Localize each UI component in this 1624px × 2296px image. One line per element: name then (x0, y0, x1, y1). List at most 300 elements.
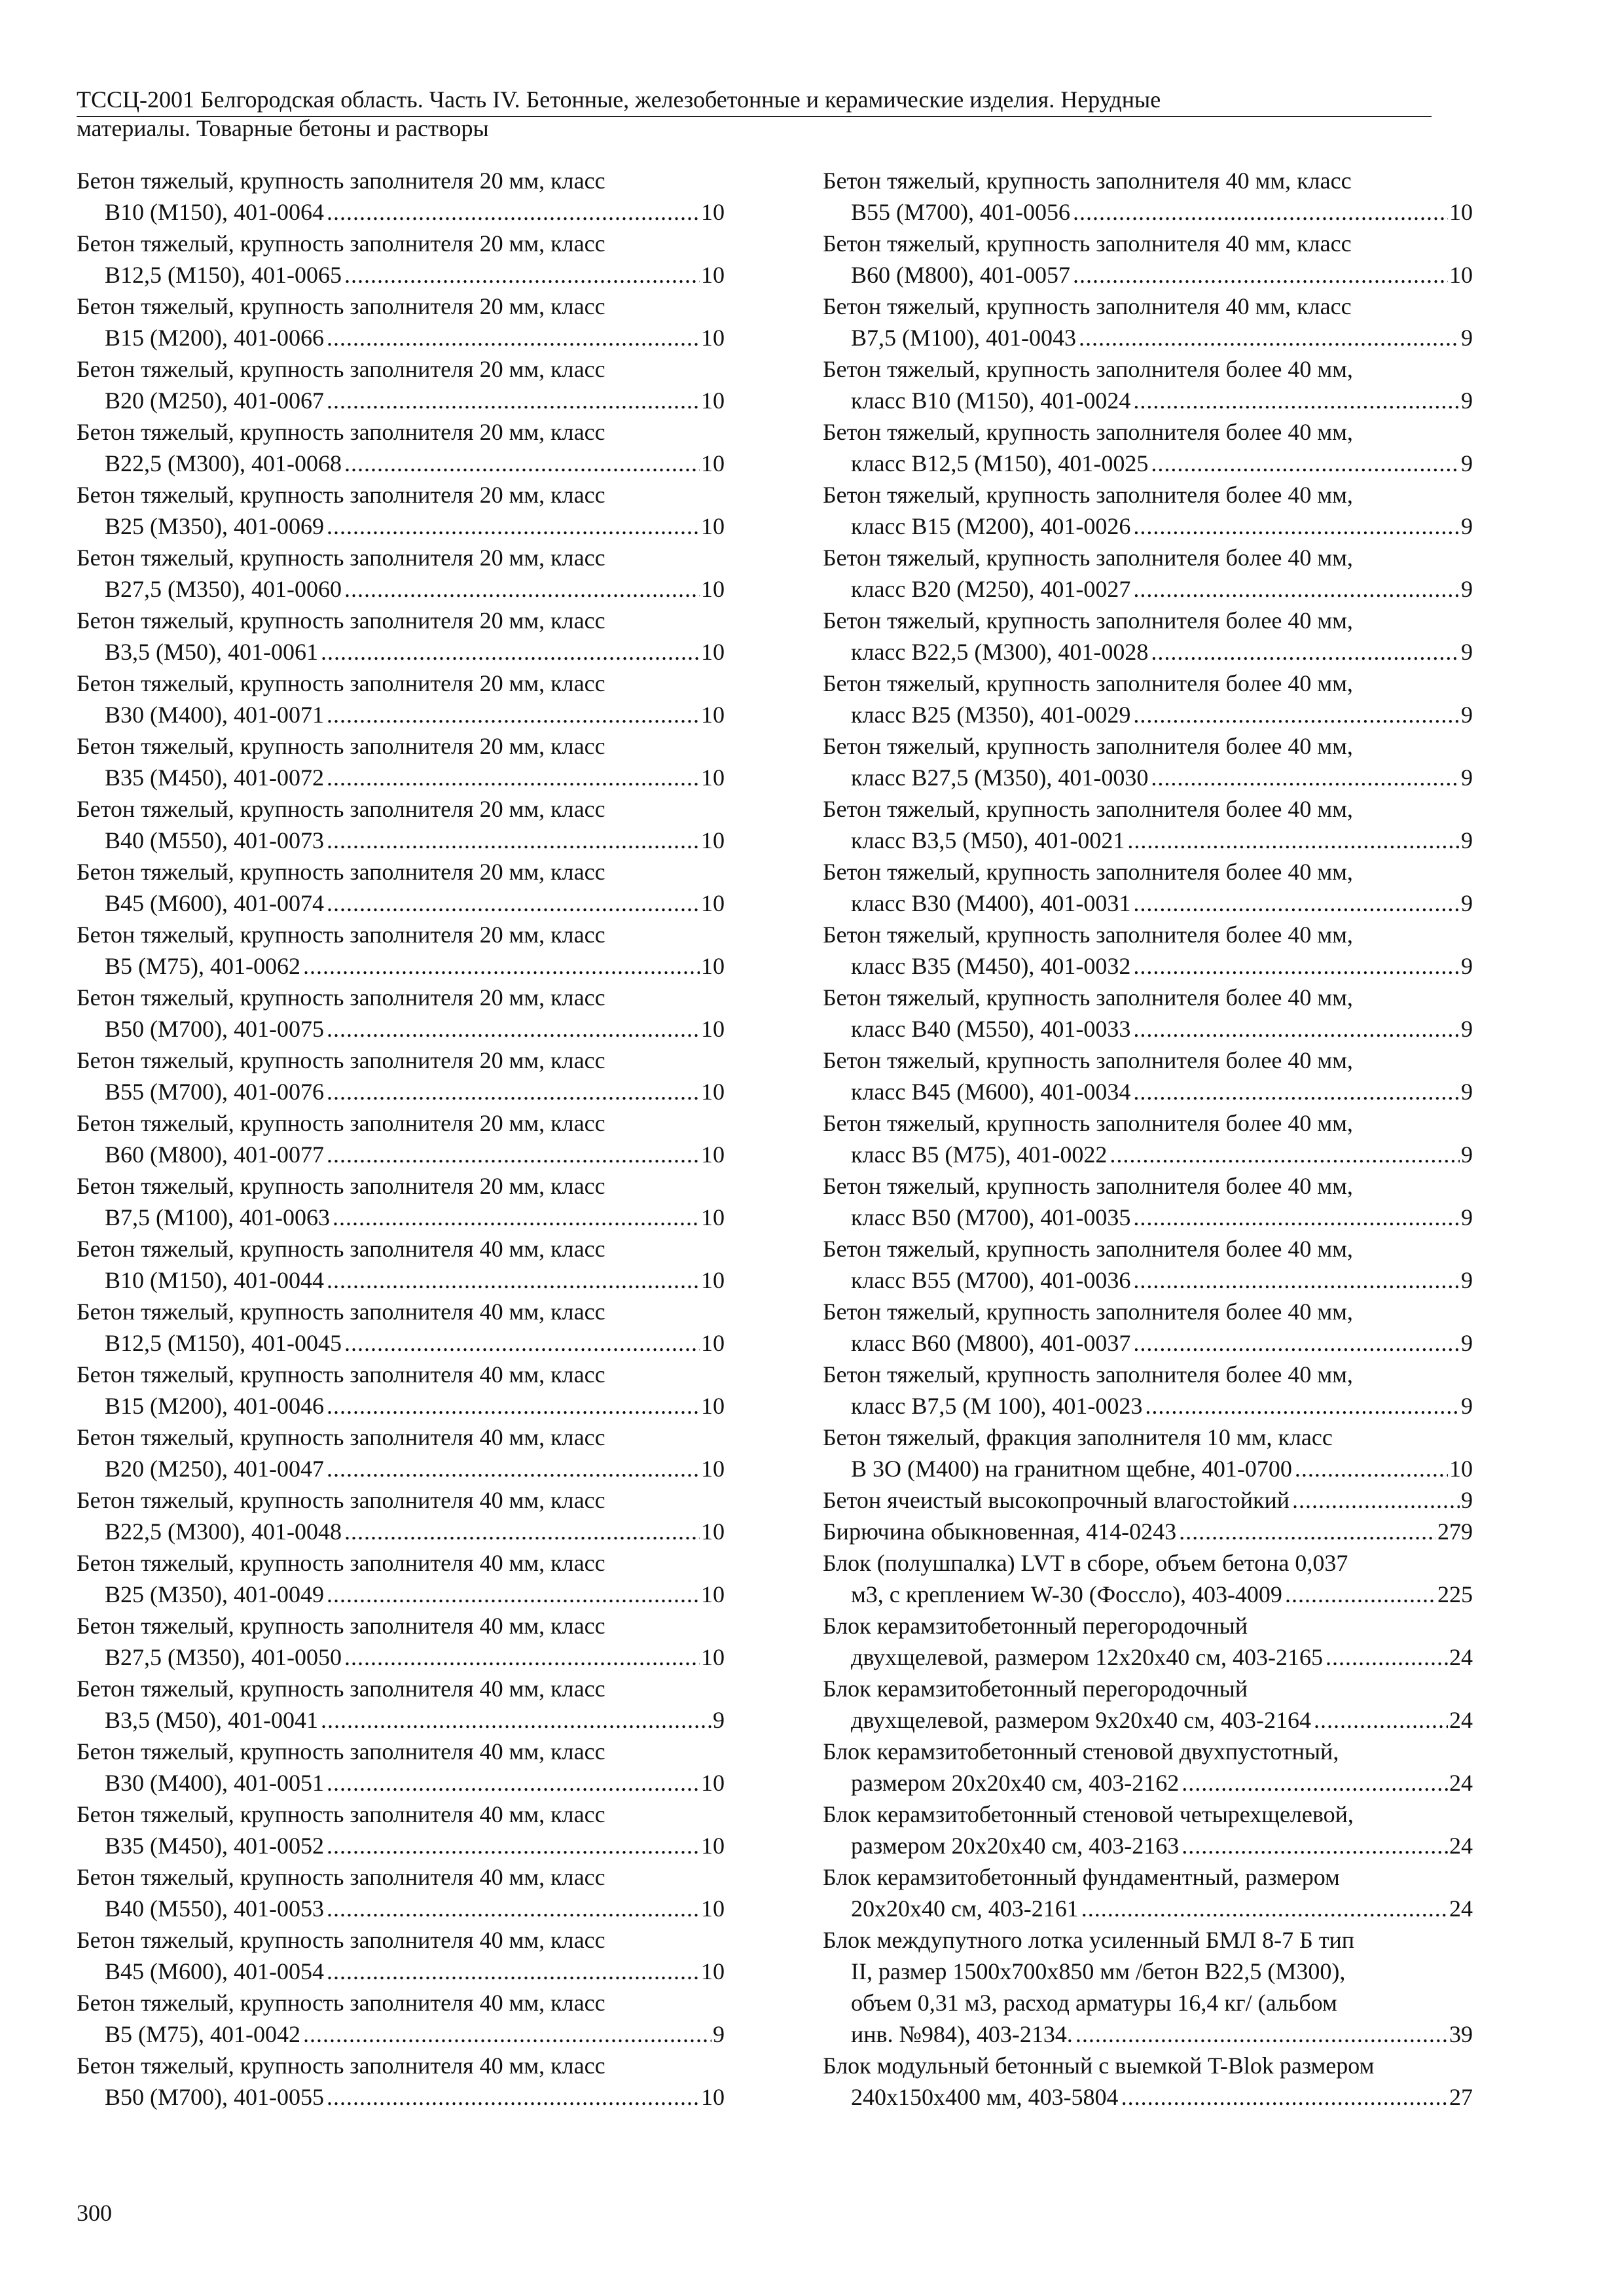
entry-title: Бетон тяжелый, крупность заполнителя более 40 мм, (823, 1236, 1353, 1262)
entry-detail: В5 (М75), 401-0042 (105, 2021, 300, 2047)
index-entry (823, 291, 1473, 353)
dot-leader (344, 573, 700, 605)
entry-detail: класс В60 (М800), 401-0037 (851, 1330, 1131, 1356)
entry-detail: В30 (М400), 401-0071 (105, 702, 324, 728)
entry-page-ref: 10 (701, 262, 725, 288)
dot-leader (1326, 1641, 1448, 1673)
entry-title: Бетон тяжелый, крупность заполнителя более 40 мм, (823, 1361, 1353, 1388)
index-entry (823, 1924, 1473, 2050)
index-entry (823, 856, 1473, 919)
entry-page-ref: 10 (701, 1141, 725, 1168)
entry-page-ref: 9 (1461, 1330, 1473, 1356)
dot-leader (344, 259, 700, 291)
dot-leader (1151, 636, 1460, 668)
entry-detail: класс В15 (М200), 401-0026 (851, 513, 1131, 539)
entry-detail: инв. №984), 403-2134. (851, 2021, 1073, 2047)
entry-page-ref: 225 (1437, 1581, 1473, 1607)
entry-detail: класс В50 (М700), 401-0035 (851, 1204, 1131, 1230)
dot-leader (1133, 1202, 1460, 1233)
index-column-left (77, 165, 725, 2113)
dot-leader (1292, 1484, 1460, 1516)
entry-page-ref: 10 (1449, 1456, 1473, 1482)
entry-detail: В55 (М700), 401-0076 (105, 1079, 324, 1105)
entry-page-ref: 10 (701, 1581, 725, 1607)
entry-title: Бетон тяжелый, крупность заполнителя более 40 мм, (823, 1173, 1353, 1199)
index-entry (823, 479, 1473, 542)
entry-detail: размером 20х20х40 см, 403-2162 (851, 1770, 1180, 1796)
dot-leader (327, 511, 700, 542)
entry-detail: класс В35 (М450), 401-0032 (851, 953, 1131, 979)
index-entry (77, 856, 725, 919)
entry-detail: В45 (М600), 401-0054 (105, 1958, 324, 1984)
entry-page-ref: 10 (701, 1079, 725, 1105)
dot-leader (327, 1139, 700, 1170)
entry-page-ref: 9 (1461, 1204, 1473, 1230)
entry-title: Бетон тяжелый, крупность заполнителя более 40 мм, (823, 607, 1353, 634)
entry-detail: В3,5 (М50), 401-0061 (105, 639, 318, 665)
index-entry (823, 1861, 1473, 1924)
entry-page-ref: 10 (1449, 199, 1473, 225)
entry-title: Бетон тяжелый, крупность заполнителя 20 мм, класс (77, 419, 605, 445)
entry-page-ref: 10 (701, 1204, 725, 1230)
index-entry (77, 1422, 725, 1484)
dot-leader (303, 2018, 712, 2050)
entry-detail: В20 (М250), 401-0047 (105, 1456, 324, 1482)
index-entry (823, 1296, 1473, 1359)
entry-page-ref: 9 (1461, 764, 1473, 791)
entry-detail: класс В5 (М75), 401-0022 (851, 1141, 1108, 1168)
dot-leader (327, 1767, 700, 1799)
dot-leader (327, 1579, 700, 1610)
dot-leader (1182, 1767, 1448, 1799)
dot-leader (1121, 2081, 1448, 2113)
dot-leader (1075, 2018, 1448, 2050)
entry-detail: размером 20х20х40 см, 403-2163 (851, 1833, 1180, 1859)
entry-continuation: объем 0,31 м3, расход арматуры 16,4 кг/ (альбом (851, 1990, 1337, 2016)
entry-page-ref: 10 (701, 513, 725, 539)
entry-page-ref: 10 (1449, 262, 1473, 288)
dot-leader (1145, 1390, 1460, 1422)
index-entry (823, 1673, 1473, 1736)
entry-page-ref: 9 (1461, 387, 1473, 414)
entry-detail: класс В40 (М550), 401-0033 (851, 1016, 1131, 1042)
entry-title: Бетон тяжелый, крупность заполнителя более 40 мм, (823, 356, 1353, 382)
entry-detail: В20 (М250), 401-0067 (105, 387, 324, 414)
entry-page-ref: 10 (701, 1016, 725, 1042)
dot-leader (1133, 888, 1460, 919)
index-entry (823, 2050, 1473, 2113)
dot-leader (327, 762, 700, 793)
entry-page-ref: 9 (1461, 1267, 1473, 1293)
entry-title: Бетон тяжелый, крупность заполнителя более 40 мм, (823, 419, 1353, 445)
dot-leader (327, 888, 700, 919)
entry-page-ref: 10 (701, 827, 725, 853)
index-entry (77, 2050, 725, 2113)
index-entry (77, 1107, 725, 1170)
entry-title: Бетон тяжелый, крупность заполнителя 40 мм, класс (77, 1361, 605, 1388)
index-entry (77, 982, 725, 1045)
entry-title: Бетон тяжелый, крупность заполнителя 40 мм, класс (77, 1676, 605, 1702)
index-entry (77, 1170, 725, 1233)
index-entry (77, 1045, 725, 1107)
entry-page-ref: 10 (701, 450, 725, 476)
entry-detail: В45 (М600), 401-0074 (105, 890, 324, 916)
entry-detail: В35 (М450), 401-0052 (105, 1833, 324, 1859)
entry-detail: Бетон ячеистый высокопрочный влагостойкий (823, 1487, 1290, 1513)
index-entry (77, 1736, 725, 1799)
entry-page-ref: 10 (701, 1644, 725, 1670)
entry-page-ref: 10 (701, 639, 725, 665)
entry-title: Бетон тяжелый, крупность заполнителя 40 мм, класс (77, 1801, 605, 1827)
entry-detail: В12,5 (М150), 401-0045 (105, 1330, 342, 1356)
entry-title: Бетон тяжелый, крупность заполнителя более 40 мм, (823, 984, 1353, 1011)
index-column-right (823, 165, 1473, 2113)
entry-title: Бетон тяжелый, крупность заполнителя более 40 мм, (823, 733, 1353, 759)
entry-detail: двухщелевой, размером 12х20х40 см, 403-2165 (851, 1644, 1324, 1670)
dot-leader (303, 950, 700, 982)
entry-title: Бетон тяжелый, крупность заполнителя 40 мм, класс (77, 1864, 605, 1890)
index-entry (77, 1987, 725, 2050)
dot-leader (1151, 448, 1460, 479)
entry-title: Бетон тяжелый, фракция заполнителя 10 мм, класс (823, 1424, 1333, 1450)
index-entry (77, 1359, 725, 1422)
entry-detail: В50 (М700), 401-0055 (105, 2084, 324, 2110)
entry-detail: класс В20 (М250), 401-0027 (851, 576, 1131, 602)
entry-title: Бетон тяжелый, крупность заполнителя 40 мм, класс (77, 1927, 605, 1953)
entry-detail: класс В12,5 (М150), 401-0025 (851, 450, 1149, 476)
entry-page-ref: 10 (701, 890, 725, 916)
dot-leader (1133, 1076, 1460, 1107)
entry-page-ref: 10 (701, 1958, 725, 1984)
dot-leader (327, 1830, 700, 1861)
dot-leader (1182, 1830, 1448, 1861)
entry-page-ref: 10 (701, 576, 725, 602)
entry-detail: класс В25 (М350), 401-0029 (851, 702, 1131, 728)
dot-leader (327, 196, 700, 228)
dot-leader (327, 1390, 700, 1422)
dot-leader (1133, 1013, 1460, 1045)
entry-page-ref: 24 (1449, 1707, 1473, 1733)
entry-page-ref: 10 (701, 325, 725, 351)
index-entry (823, 1045, 1473, 1107)
index-entry (77, 668, 725, 730)
index-entry (77, 165, 725, 228)
entry-title: Бетон тяжелый, крупность заполнителя более 40 мм, (823, 545, 1353, 571)
dot-leader (327, 1893, 700, 1924)
index-entry (823, 982, 1473, 1045)
entry-page-ref: 10 (701, 1895, 725, 1922)
entry-page-ref: 10 (701, 387, 725, 414)
entry-title: Бетон тяжелый, крупность заполнителя 20 мм, класс (77, 545, 605, 571)
running-header (77, 85, 1432, 143)
dot-leader (344, 448, 700, 479)
index-entry (77, 730, 725, 793)
index-entry (823, 730, 1473, 793)
header-rule (77, 116, 1432, 117)
entry-title: Блок керамзитобетонный фундаментный, размером (823, 1864, 1340, 1890)
entry-page-ref: 10 (701, 2084, 725, 2110)
entry-detail: класс В27,5 (М350), 401-0030 (851, 764, 1149, 791)
entry-page-ref: 10 (701, 702, 725, 728)
index-entry (77, 1673, 725, 1736)
index-entry (823, 668, 1473, 730)
index-entry (823, 165, 1473, 228)
entry-detail: класс В45 (М600), 401-0034 (851, 1079, 1131, 1105)
entry-page-ref: 9 (713, 1707, 725, 1733)
entry-page-ref: 10 (701, 199, 725, 225)
dot-leader (344, 1516, 700, 1547)
dot-leader (1133, 1265, 1460, 1296)
entry-title: Бетон тяжелый, крупность заполнителя 40 мм, класс (77, 1550, 605, 1576)
entry-detail: В3,5 (М50), 401-0041 (105, 1707, 318, 1733)
entry-detail: В40 (М550), 401-0053 (105, 1895, 324, 1922)
entry-title: Бетон тяжелый, крупность заполнителя 20 мм, класс (77, 984, 605, 1011)
index-entry (823, 919, 1473, 982)
dot-leader (327, 322, 700, 353)
entry-title: Бетон тяжелый, крупность заполнителя 40 мм, класс (77, 2053, 605, 2079)
entry-detail: м3, с креплением W-30 (Фоссло), 403-4009 (851, 1581, 1282, 1607)
dot-leader (1127, 825, 1460, 856)
entry-detail: В7,5 (М100), 401-0043 (851, 325, 1076, 351)
dot-leader (1110, 1139, 1460, 1170)
entry-detail: В27,5 (М350), 401-0060 (105, 576, 342, 602)
dot-leader (327, 1956, 700, 1987)
entry-page-ref: 10 (701, 1770, 725, 1796)
dot-leader (1073, 259, 1448, 291)
dot-leader (1133, 699, 1460, 730)
entry-detail: В15 (М200), 401-0046 (105, 1393, 324, 1419)
entry-title: Блок (полушпалка) LVT в сборе, объем бетона 0,037 (823, 1550, 1348, 1576)
entry-page-ref: 9 (1461, 576, 1473, 602)
entry-page-ref: 9 (1461, 1487, 1473, 1513)
index-entry (77, 1233, 725, 1296)
entry-detail: В15 (М200), 401-0066 (105, 325, 324, 351)
entry-detail: В5 (М75), 401-0062 (105, 953, 300, 979)
entry-title: Бетон тяжелый, крупность заполнителя 40 мм, класс (823, 293, 1352, 319)
entry-detail: В60 (М800), 401-0077 (105, 1141, 324, 1168)
index-entry (823, 542, 1473, 605)
entry-title: Бетон тяжелый, крупность заполнителя 40 мм, класс (77, 1613, 605, 1639)
index-entry (77, 1296, 725, 1359)
entry-detail: В 3О (М400) на гранитном щебне, 401-0700 (851, 1456, 1292, 1482)
entry-page-ref: 9 (1461, 325, 1473, 351)
dot-leader (1079, 322, 1460, 353)
entry-title: Бетон тяжелый, крупность заполнителя 20 мм, класс (77, 482, 605, 508)
entry-title: Бетон тяжелый, крупность заполнителя более 40 мм, (823, 1299, 1353, 1325)
dot-leader (327, 2081, 700, 2113)
entry-detail: класс В55 (М700), 401-0036 (851, 1267, 1131, 1293)
entry-title: Бетон тяжелый, крупность заполнителя 20 мм, класс (77, 796, 605, 822)
dot-leader (321, 1704, 712, 1736)
index-entry (77, 1799, 725, 1861)
entry-detail: В10 (М150), 401-0044 (105, 1267, 324, 1293)
index-entry (823, 1736, 1473, 1799)
index-entry (77, 605, 725, 668)
index-entry (77, 1924, 725, 1987)
index-entry (823, 228, 1473, 291)
entry-detail: В60 (М800), 401-0057 (851, 262, 1070, 288)
index-entry (823, 1107, 1473, 1170)
dot-leader (1073, 196, 1448, 228)
dot-leader (1133, 511, 1460, 542)
entry-detail: В30 (М400), 401-0051 (105, 1770, 324, 1796)
entry-detail: В12,5 (М150), 401-0065 (105, 262, 342, 288)
entry-title: Блок модульный бетонный с выемкой T-Blok размером (823, 2053, 1375, 2079)
index-entry (77, 416, 725, 479)
entry-page-ref: 10 (701, 1393, 725, 1419)
entry-detail: В25 (М350), 401-0069 (105, 513, 324, 539)
entry-page-ref: 9 (1461, 1079, 1473, 1105)
index-entry (823, 1170, 1473, 1233)
entry-title: Бетон тяжелый, крупность заполнителя 20 мм, класс (77, 293, 605, 319)
entry-page-ref: 9 (713, 2021, 725, 2047)
header-line-1: ТССЦ-2001 Белгородская область. Часть IV. Бетонные, железобетонные и керамические изделия. Нерудные (77, 86, 1161, 113)
index-entry (77, 793, 725, 856)
dot-leader (327, 1076, 700, 1107)
entry-detail: В22,5 (М300), 401-0048 (105, 1518, 342, 1545)
entry-page-ref: 24 (1449, 1833, 1473, 1859)
dot-leader (1314, 1704, 1448, 1736)
dot-leader (327, 825, 700, 856)
entry-title: Бетон тяжелый, крупность заполнителя более 40 мм, (823, 1047, 1353, 1073)
entry-detail: В7,5 (М100), 401-0063 (105, 1204, 330, 1230)
entry-detail: двухщелевой, размером 9х20х40 см, 403-2164 (851, 1707, 1312, 1733)
entry-detail: класс В22,5 (М300), 401-0028 (851, 639, 1149, 665)
entry-detail: В25 (М350), 401-0049 (105, 1581, 324, 1607)
entry-title: Бетон тяжелый, крупность заполнителя 20 мм, класс (77, 1173, 605, 1199)
entry-title: Бетон тяжелый, крупность заполнителя 40 мм, класс (77, 1738, 605, 1765)
entry-title: Бетон тяжелый, крупность заполнителя 20 мм, класс (77, 859, 605, 885)
entry-continuation: II, размер 1500х700х850 мм /бетон В22,5 (М300), (851, 1958, 1346, 1984)
dot-leader (327, 1453, 700, 1484)
entry-detail: В40 (М550), 401-0073 (105, 827, 324, 853)
page-number: 300 (77, 2200, 112, 2226)
entry-page-ref: 24 (1449, 1895, 1473, 1922)
entry-detail: В50 (М700), 401-0075 (105, 1016, 324, 1042)
index-entry (823, 416, 1473, 479)
index-entry (823, 605, 1473, 668)
dot-leader (1295, 1453, 1448, 1484)
entry-page-ref: 9 (1461, 639, 1473, 665)
entry-title: Бетон тяжелый, крупность заполнителя более 40 мм, (823, 922, 1353, 948)
entry-detail: В22,5 (М300), 401-0068 (105, 450, 342, 476)
index-entry (823, 793, 1473, 856)
entry-detail: класс В30 (М400), 401-0031 (851, 890, 1131, 916)
dot-leader (344, 1641, 700, 1673)
dot-leader (1133, 573, 1460, 605)
index-entry (77, 1547, 725, 1610)
entry-page-ref: 9 (1461, 702, 1473, 728)
entry-title: Бетон тяжелый, крупность заполнителя 40 мм, класс (77, 1236, 605, 1262)
dot-leader (327, 1265, 700, 1296)
entry-page-ref: 10 (701, 1456, 725, 1482)
entry-title: Бетон тяжелый, крупность заполнителя 20 мм, класс (77, 230, 605, 257)
entry-title: Блок керамзитобетонный стеновой четырехщелевой, (823, 1801, 1354, 1827)
dot-leader (333, 1202, 700, 1233)
entry-title: Бетон тяжелый, крупность заполнителя 20 мм, класс (77, 922, 605, 948)
entry-title: Блок керамзитобетонный перегородочный (823, 1676, 1248, 1702)
index-entry (823, 1422, 1473, 1484)
entry-page-ref: 9 (1461, 1016, 1473, 1042)
entry-page-ref: 9 (1461, 513, 1473, 539)
dot-leader (1081, 1893, 1448, 1924)
dot-leader (327, 699, 700, 730)
dot-leader (1151, 762, 1460, 793)
entry-title: Бетон тяжелый, крупность заполнителя более 40 мм, (823, 670, 1353, 696)
entry-title: Бетон тяжелый, крупность заполнителя 20 мм, класс (77, 1110, 605, 1136)
entry-title: Бетон тяжелый, крупность заполнителя 20 мм, класс (77, 1047, 605, 1073)
entry-detail: Бирючина обыкновенная, 414-0243 (823, 1518, 1177, 1545)
entry-page-ref: 9 (1461, 890, 1473, 916)
entry-detail: 240х150х400 мм, 403-5804 (851, 2084, 1119, 2110)
index-entry (77, 542, 725, 605)
entry-title: Бетон тяжелый, крупность заполнителя 40 мм, класс (77, 1424, 605, 1450)
dot-leader (344, 1327, 700, 1359)
index-entry (823, 1799, 1473, 1861)
entry-page-ref: 24 (1449, 1644, 1473, 1670)
index-entry (823, 1484, 1473, 1516)
entry-page-ref: 9 (1461, 1393, 1473, 1419)
index-entry (823, 1233, 1473, 1296)
entry-title: Блок междупутного лотка усиленный БМЛ 8-7 Б тип (823, 1927, 1355, 1953)
entry-detail: класс В3,5 (М50), 401-0021 (851, 827, 1125, 853)
entry-detail: В35 (М450), 401-0072 (105, 764, 324, 791)
dot-leader (1133, 950, 1460, 982)
index-entry (823, 1547, 1473, 1610)
entry-page-ref: 9 (1461, 827, 1473, 853)
entry-title: Бетон тяжелый, крупность заполнителя 40 мм, класс (77, 1990, 605, 2016)
index-entry (77, 1610, 725, 1673)
index-entry (77, 353, 725, 416)
entry-page-ref: 39 (1449, 2021, 1473, 2047)
entry-page-ref: 279 (1437, 1518, 1473, 1545)
entry-page-ref: 10 (701, 953, 725, 979)
dot-leader (1133, 385, 1460, 416)
entry-detail: В27,5 (М350), 401-0050 (105, 1644, 342, 1670)
entry-title: Бетон тяжелый, крупность заполнителя 40 мм, класс (823, 168, 1352, 194)
entry-title: Бетон тяжелый, крупность заполнителя 20 мм, класс (77, 670, 605, 696)
entry-page-ref: 9 (1461, 1141, 1473, 1168)
index-entry (823, 1359, 1473, 1422)
entry-title: Бетон тяжелый, крупность заполнителя 40 мм, класс (823, 230, 1352, 257)
entry-detail: класс В7,5 (М 100), 401-0023 (851, 1393, 1143, 1419)
entry-detail: класс В10 (М150), 401-0024 (851, 387, 1131, 414)
index-entry (77, 479, 725, 542)
entry-title: Бетон тяжелый, крупность заполнителя более 40 мм, (823, 1110, 1353, 1136)
entry-page-ref: 10 (701, 1833, 725, 1859)
index-entry (77, 228, 725, 291)
dot-leader (1285, 1579, 1436, 1610)
entry-title: Бетон тяжелый, крупность заполнителя 20 мм, класс (77, 607, 605, 634)
index-entry (823, 1516, 1473, 1547)
entry-title: Блок керамзитобетонный стеновой двухпустотный, (823, 1738, 1339, 1765)
index-entry (823, 1610, 1473, 1673)
entry-title: Бетон тяжелый, крупность заполнителя 20 мм, класс (77, 356, 605, 382)
entry-detail: В10 (М150), 401-0064 (105, 199, 324, 225)
index-entry (77, 291, 725, 353)
index-entry (77, 1861, 725, 1924)
entry-title: Бетон тяжелый, крупность заполнителя 20 мм, класс (77, 733, 605, 759)
entry-title: Бетон тяжелый, крупность заполнителя 40 мм, класс (77, 1299, 605, 1325)
index-entry (77, 919, 725, 982)
entry-page-ref: 10 (701, 1330, 725, 1356)
dot-leader (321, 636, 700, 668)
entry-title: Бетон тяжелый, крупность заполнителя более 40 мм, (823, 796, 1353, 822)
entry-page-ref: 10 (701, 764, 725, 791)
dot-leader (1133, 1327, 1460, 1359)
entry-detail: 20х20х40 см, 403-2161 (851, 1895, 1079, 1922)
entry-page-ref: 10 (701, 1518, 725, 1545)
